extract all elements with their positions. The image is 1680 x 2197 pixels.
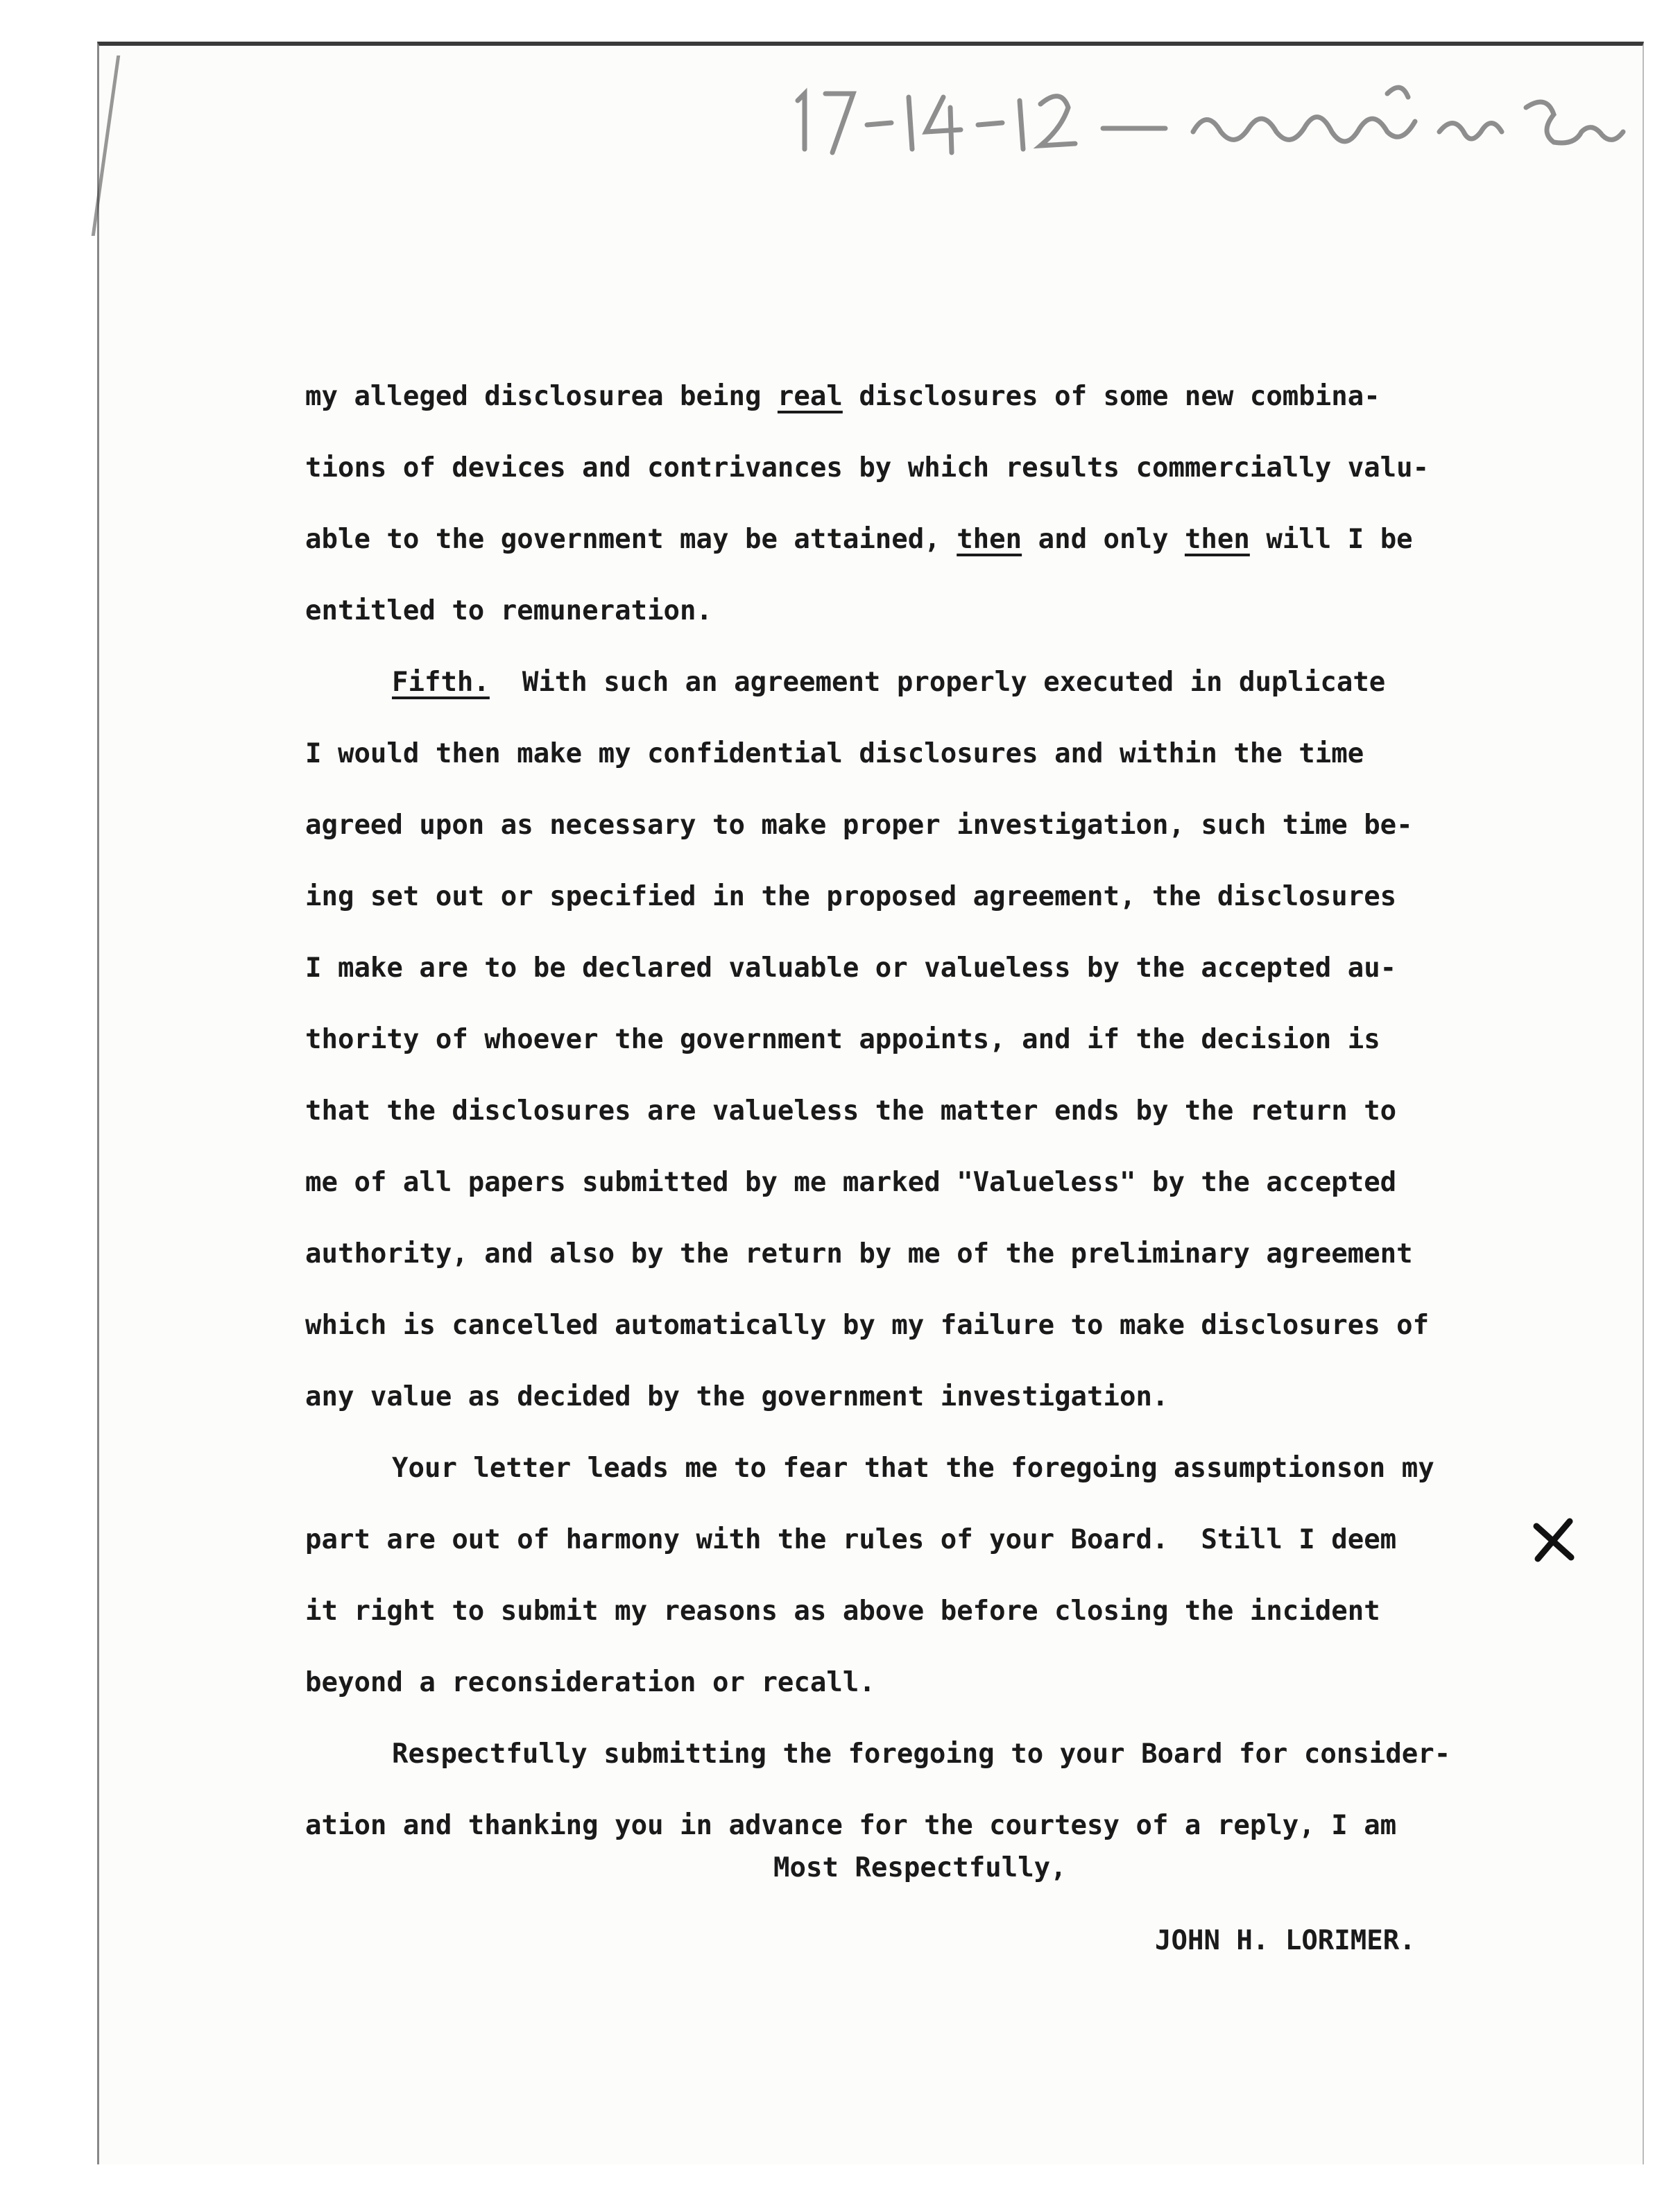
body-line: which is cancelled automatically by my failure to make disclosures of — [305, 1310, 1430, 1341]
underlined-word-then: then — [1184, 524, 1250, 555]
line-segment: able to the government may be attained, — [305, 524, 957, 555]
body-line: me of all papers submitted by me marked "Valueless" by the accepted — [305, 1167, 1397, 1198]
line-segment: entitled to remuneration. — [305, 595, 712, 626]
body-line — [305, 361, 1568, 432]
body-line: ing set out or specified in the proposed agreement, the disclosures — [305, 881, 1397, 912]
handwritten-note — [777, 66, 1630, 170]
underlined-word-real: real — [777, 381, 843, 412]
body-line: authority, and also by the return by me of the preliminary agreement — [305, 1238, 1413, 1270]
body-line: thority of whoever the government appoints, and if the decision is — [305, 1024, 1380, 1055]
letter-body — [305, 361, 1568, 1861]
body-line: I would then make my confidential disclosures and within the time — [305, 738, 1364, 769]
body-line — [305, 504, 1568, 575]
line-segment: disclosures of some new combina- — [842, 381, 1380, 412]
body-line: agreed upon as necessary to make proper investigation, such time be- — [305, 810, 1413, 841]
body-line — [305, 575, 1568, 647]
underlined-word-then: then — [957, 524, 1022, 555]
body-line: beyond a reconsideration or recall. — [305, 1667, 875, 1698]
body-line: Respectfully submitting the foregoing to your Board for consider- — [392, 1738, 1451, 1770]
line-segment: will I be — [1249, 524, 1413, 555]
body-line: ation and thanking you in advance for the courtesy of a reply, I am — [305, 1810, 1397, 1841]
x-mark-icon — [1529, 1516, 1578, 1564]
line-segment: my alleged disclosurea being — [305, 381, 778, 412]
body-line: I make are to be declared valuable or valueless by the accepted au- — [305, 952, 1397, 984]
body-line: that the disclosures are valueless the matter ends by the return to — [305, 1095, 1397, 1127]
closing-salutation: Most Respectfully, — [773, 1852, 1067, 1883]
body-line — [305, 647, 1568, 718]
body-line: any value as decided by the government investigation. — [305, 1381, 1169, 1412]
line-segment: With such an agreement properly executed in duplicate — [489, 667, 1386, 698]
section-heading-fifth: Fifth. — [392, 667, 490, 698]
signature-name: JOHN H. LORIMER. — [1155, 1925, 1416, 1956]
body-line: part are out of harmony with the rules of your Board. Still I deem — [305, 1524, 1397, 1555]
body-line: Your letter leads me to fear that the foregoing assumptionson my — [392, 1453, 1434, 1484]
handwritten-note-drawing — [777, 66, 1630, 170]
body-line — [305, 432, 1568, 504]
line-segment: tions of devices and contrivances by which results commercially valu- — [305, 452, 1430, 484]
line-segment: and only — [1022, 524, 1185, 555]
body-line: it right to submit my reasons as above before closing the incident — [305, 1596, 1380, 1627]
